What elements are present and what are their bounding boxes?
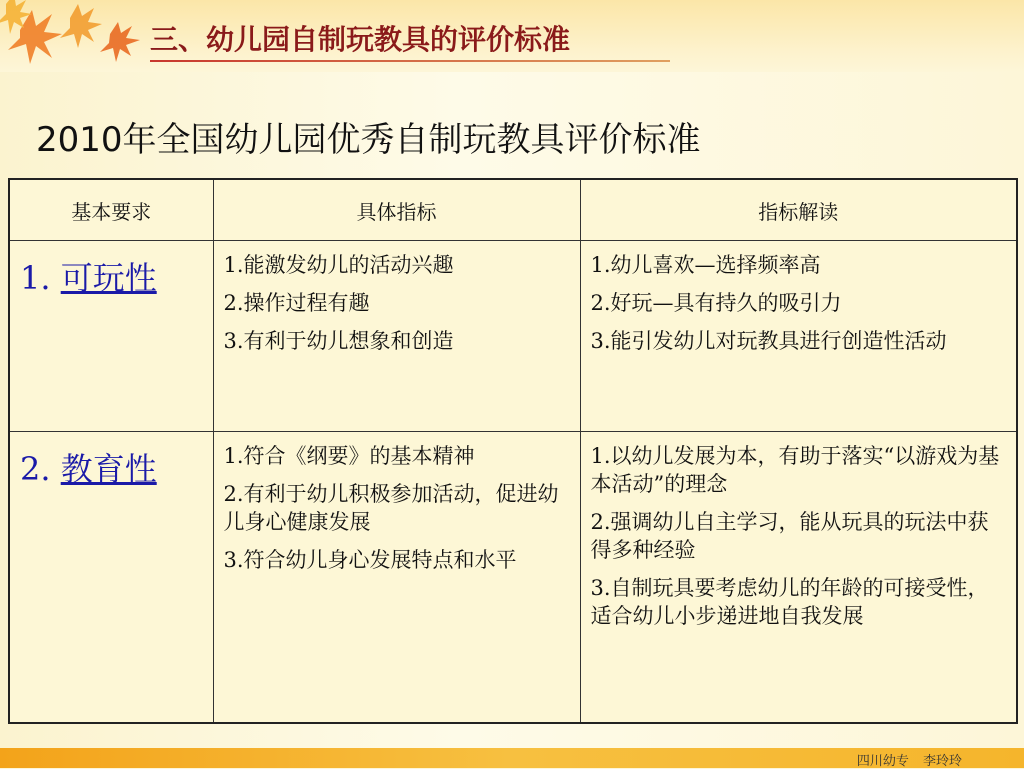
evaluation-table — [8, 178, 1018, 724]
indicator-item: 1.符合《纲要》的基本精神 — [223, 444, 475, 468]
header-interpretation: 指标解读 — [580, 179, 1017, 241]
requirement-number: 1. — [20, 259, 51, 297]
table-header-row — [9, 179, 1017, 241]
indicator-item: 3.符合幼儿身心发展特点和水平 — [223, 548, 517, 572]
requirement-cell — [9, 432, 213, 724]
footer-credit — [847, 750, 962, 769]
header-specific-indicators: 具体指标 — [213, 179, 580, 241]
requirement-link-educational[interactable]: 教育性 — [60, 450, 157, 488]
interpretation-item: 2.强调幼儿自主学习，能从玩具的玩法中获得多种经验 — [590, 510, 989, 562]
table-row — [9, 241, 1017, 432]
interpretation-item: 3.能引发幼儿对玩教具进行创造性活动 — [590, 329, 947, 353]
slide-title: 三、幼儿园自制玩教具的评价标准 — [150, 23, 571, 56]
interpretation-item: 2.好玩—具有持久的吸引力 — [590, 291, 842, 315]
indicators-cell — [213, 241, 580, 432]
table-row — [9, 432, 1017, 724]
indicators-cell — [213, 432, 580, 724]
indicator-item: 3.有利于幼儿想象和创造 — [223, 329, 454, 353]
title-underline — [150, 60, 670, 62]
interpretation-item: 1.以幼儿发展为本，有助于落实“以游戏为基本活动”的理念 — [590, 444, 1000, 496]
footer-organization: 四川幼专 — [856, 754, 909, 769]
interpretation-cell — [580, 432, 1017, 724]
requirement-link-playability[interactable]: 可玩性 — [60, 259, 157, 297]
indicator-item: 2.有利于幼儿积极参加活动，促进幼儿身心健康发展 — [223, 482, 559, 534]
header-basic-requirement: 基本要求 — [9, 179, 213, 241]
requirement-cell — [9, 241, 213, 432]
interpretation-item: 3.自制玩具要考虑幼儿的年龄的可接受性，适合幼儿小步递进地自我发展 — [590, 576, 989, 628]
requirement-label — [20, 444, 205, 490]
interpretation-item: 1.幼儿喜欢—选择频率高 — [590, 253, 821, 277]
indicator-item: 2.操作过程有趣 — [223, 291, 370, 315]
requirement-number: 2. — [20, 450, 51, 488]
indicator-item: 1.能激发幼儿的活动兴趣 — [223, 253, 454, 277]
autumn-leaves-icon — [0, 0, 150, 80]
subtitle: 2010年全国幼儿园优秀自制玩教具评价标准 — [36, 120, 701, 160]
requirement-label — [20, 253, 205, 299]
interpretation-cell — [580, 241, 1017, 432]
footer-author: 李玲玲 — [922, 754, 962, 769]
